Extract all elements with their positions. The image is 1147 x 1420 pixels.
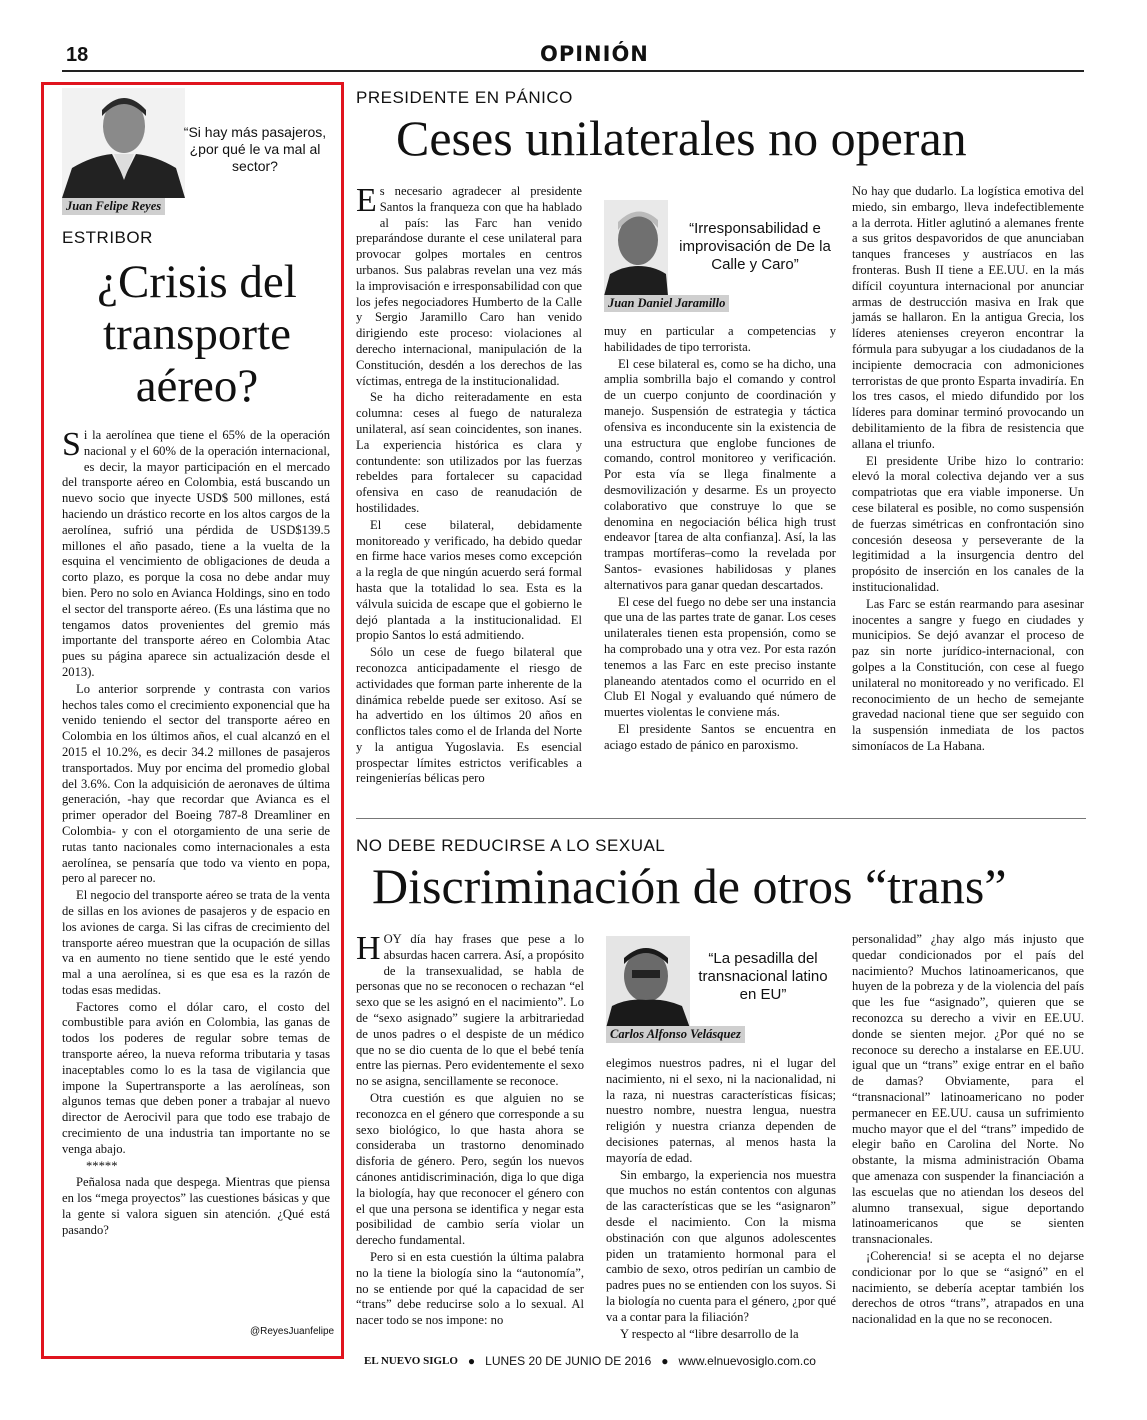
paragraph: Las Farc se están rearmando para asesinar inocentes a sangre y fuego en ciudades y municipios. Se dejó avanzar el proceso de paz sin norte jurídico-internacional, con golpes a la Constitución, con cese al fuego unilateral no monitoreado y no verificado. El reconocimiento de un hecho de semejante gravedad nacional tiene que ser seguido con la suspensión inmediata de los pactos simoníacos de La Habana.	[852, 596, 1084, 753]
paragraph: personalidad” ¿hay algo más injusto que quedar condicionados por el país del nacimiento? Muchos latinoamericanos, que huyen de la pobreza y de la violencia del país que les fue “asignado”, quieren que se reconozca su derecho a vivir en EE.UU. donde se sienten mejor. ¿Por qué no se reconoce su derecho a instalarse en EE.UU. igual que un “trans” exige entrar en el baño de damas? Obviamente, para el “transnacional” latinoamericano no poder permanecer en EE.UU. causa un sufrimiento mucho mayor que el del “trans” impedido de elegir baño en Carolina del Norte. No obstante, la misma administración Obama que amenaza con suspender la financiación a las escuelas que no atiendan los deseos del alumno transexual, sigue deportando latinoamericanos que se sienten transnacionales.	[852, 932, 1084, 1247]
paragraph: El cese bilateral es, como se ha dicho, una amplia sombrilla bajo el comando y control de un cuerpo conjunto de coordinación y manejo. Suspensión de estrategia y táctica ofensiva es inconducente sin la existencia de una estructura que englobe funciones de comando, control monitoreo y verificación. Por esta vía se llega finalmente a desmovilización y desarme. Es un proyecto colaborativo que construye lo que se denomina en negociación bélica high trust endeavor [tarea de alta confianza]. Así, la las trampas mortíferas–como la revelada por Santos- evasiones habilidosas y planes alternativos para ganar quedan descartados.	[604, 356, 836, 592]
paragraph: Peñalosa nada que despega. Mientras que piensa en los “mega proyectos” las cuestiones básicas y que la gente si valora siguen sin atención. ¿Qué está pasando?	[62, 1175, 330, 1237]
paragraph: Pero si en esta cuestión la última palabra no la tiene la biología sino la “autonomía”, no se entiende por qué la capacidad de ser “trans” debe reducirse solo a lo sexual. Al nacer todo se nos impone: no	[356, 1249, 584, 1328]
column-headline: ¿Crisis del transporte aéreo?	[97, 256, 297, 412]
footer-masthead: EL NUEVO SIGLO	[364, 1355, 458, 1367]
paragraph: HOY día hay frases que pese a lo absurdas hacen carrera. Así, a propósito de la transexualidad, se habla de personas que no se reconocen o rechazan “el sexo que se les asignó en el nacimiento”. Lo de “sexo asignado” sugiere la arbitrariedad de unos padres o el despiste de un médico que no se dio cuenta de lo que el bebé tenía entre las piernas. Pero evidentemente el sexo no se asigna, sencillamente se reconoce.	[356, 930, 584, 1089]
drop-cap: H	[356, 930, 381, 967]
paragraph: Si la aerolínea que tiene el 65% de la operación nacional y el 60% de la operación internacional, es decir, la mayor participación en el mercado del transporte aéreo en Colombia, está buscando un nuevo socio que inyecte USD$ 500 millones, está haciendo un drástico recorte en los altos cargos de la aerolínea, sufrió una pérdida de USD$139.5 millones el año pasado, tiene a la vuelta de la esquina el vencimiento de obligaciones de deuda a corto plazo, es porque la cosa no debe andar muy bien. Pero no solo en Avianca Holdings, sino en todo el sector del transporte aéreo. (Es una lástima que no tengamos datos provenientes del gremio más importante del transporte aéreo en Colombia Atac pues su página aparece sin actualización desde el 2013).	[62, 426, 330, 679]
paragraph: No hay que dudarlo. La logística emotiva del miedo, sin embargo, lleva indefectiblemente a la derrota. Hitler aglutinó a alemanes frente a sus gritos despavoridos de que anunciaban tanques franceses y austríacos en las fronteras. Bush II tiene a EE.UU. en la más difícil coyuntura internacional por anunciar armas de destrucción masiva en Irak que jamás se hallaron. En la antigua Grecia, los líderes atenienses creyeron encontrar la fórmula para subyugar a los ciudadanos de la incipiente democracia con admoniciones terroristas de que pronto Esparta invadiría. En los tres casos, el miedo difundido por los líderes para dominar terminó provocando un debilitamiento de la fibra de resistencia que allana el triunfo.	[852, 184, 1084, 451]
paragraph: El cese bilateral, debidamente monitoreado y verificado, ha debido quedar en firme hace varios meses como excepción a la regla de que ningún acuerdo será formal hasta que la totalidad lo sea. Esta es la válvula suicida de escape que el gobierno le dejó plantada a la institucionalidad. El propio Santos lo está admitiendo.	[356, 517, 582, 643]
drop-cap: S	[62, 426, 81, 463]
paragraph: Es necesario agradecer al presidente Santos la franqueza con que ha hablado al país: las Farc han venido preparándose durante el cese unilateral para provocar golpes mortales en centros urbanos. Sus palabras revelan una vez más la improvisación e irresponsabilidad con que los jefes negociadores Humberto de la Calle y Sergio Jaramillo Caro han venido dirigiendo este proceso: violaciones al derecho internacional, manipulación de la Constitución, desdén a los derechos de las víctimas, entrega de la institucionalidad.	[356, 182, 582, 388]
pull-quote-jaramillo: “Irresponsabilidad e improvisación de De la Calle y Caro”	[679, 220, 831, 273]
article2-kicker: NO DEBE REDUCIRSE A LO SEXUAL	[356, 836, 666, 855]
paragraph: ¡Coherencia! si se acepta el no dejarse condicionar por lo que se “asignó” en el nacimiento, se debería aceptar también los derechos de otros “trans”, atrapados en una nacionalidad en la que no se reconocen.	[852, 1248, 1084, 1327]
paragraph: Y respecto al “libre desarrollo de la	[620, 1326, 799, 1341]
bullet-icon: ●	[661, 1354, 669, 1368]
paragraph: muy en particular a competencias y habilidades de tipo terrorista.	[604, 324, 836, 354]
paragraph: El presidente Uribe hizo lo contrario: elevó la moral colectiva dejando ver a sus compatriotas que era viable imponerse. Un cese bilateral es posible, no como suspensión de fuerzas simétricas en confrontación sino concesión deseosa y perseverante de la legitimidad a la insurgencia dentro del propósito de inserción en los canales de la institucionalidad.	[852, 453, 1084, 594]
page-number: 18	[66, 44, 89, 66]
author-byline-velasquez: Carlos Alfonso Velásquez	[606, 1026, 745, 1043]
paragraph: Lo anterior sorprende y contrasta con varios hechos tales como el crecimiento exponencial que ha venido teniendo el sector del transporte aéreo en Colombia en los últimos años, el cual alcanzó en el 2015 el 10.2%, es decir 34.2 millones de pasajeros transportados. Muy por encima del promedio global del 3.6%. Con la adquisición de aeronaves de última generación, -hay que recordar que Avianca es el primer operador del Boeing 787-8 Dreamliner en Colombia- y con el otorgamiento de una serie de rutas tanto nacionales como internacionales a esta aerolínea, se pensaría que todo va viento en popa, pero al parecer no.	[62, 681, 330, 886]
footer-date: LUNES 20 DE JUNIO DE 2016	[485, 1354, 652, 1368]
article2-headline: Discriminación de otros “trans”	[372, 858, 1007, 914]
author-photo-reyes	[62, 88, 185, 198]
article1-col2	[604, 324, 836, 755]
paragraph: Factores como el dólar caro, el costo del combustible para avión en Colombia, las ganas de todos los poderes de regular sobre temas de transporte aéreo, la nueva reforma tributaria y tasas inaceptables como lo es la tasa de vigilancia que impone la Supertransporte a las aerolíneas, son algunos temas que deben poner a trabajar al nuevo director de Aerocivil para que todo ese trabajo de crecimiento de una industria tan importante no se venga abajo.	[62, 999, 330, 1156]
article1-kicker: PRESIDENTE EN PÁNICO	[356, 88, 573, 107]
author-byline-reyes: Juan Felipe Reyes	[62, 198, 165, 215]
bullet-icon: ●	[467, 1354, 476, 1368]
separator-stars: *****	[86, 1158, 118, 1173]
article-divider	[356, 818, 1086, 819]
article1-col1	[356, 184, 582, 788]
twitter-handle: @ReyesJuanfelipe	[250, 1326, 335, 1337]
paragraph: El negocio del transporte aéreo se trata de la venta de sillas en los aviones de pasajeros y de espacio en los aviones de carga. Si las cifras de crecimiento del transporte aéreo muestran que la ocupación de sillas va en aumento no tiene sentido que le esté yendo mal a una aerolínea, si es que esa es la razón de todas esas medidas.	[62, 888, 330, 997]
paragraph: Sólo un cese de fuego bilateral que reconozca anticipadamente el riesgo de actividades que forman parte inherente de la dinámica rebelde puede ser exitoso. Así se ha advertido en los últimos 20 años en conflictos tales como el de Irlanda del Norte y la antigua Yugoslavia. Es esencial prospectar límites estrictos verificables a reingenierías bélicas pero	[356, 645, 582, 786]
header-rule	[62, 70, 1084, 72]
footer	[364, 1354, 816, 1368]
footer-url: www.elnuevosiglo.com.co	[678, 1354, 816, 1368]
paragraph: Otra cuestión es que alguien no se reconozca en el género que corresponde a su sexo biológico, lo que hasta ahora se consideraba un trastorno denominado disforia de género. Pero, según los nuevos cánones antidiscriminación, diga lo que diga la biología, hay que reconocer el género con el que una persona se identifica y negar esta posibilidad de cambio sería violar un derecho fundamental.	[356, 1090, 584, 1248]
article1-headline: Ceses unilaterales no operan	[396, 110, 967, 166]
article2-col1	[356, 932, 584, 1330]
paragraph: elegimos nuestros padres, ni el lugar del nacimiento, ni el sexo, ni la nacionalidad, ni la raza, ni nuestras características físicas; nuestro nombre, nuestra lengua, nuestra religión y nuestra crianza dependen de decisiones paternas, al menos hasta la mayoría de edad.	[606, 1056, 836, 1165]
column-kicker: ESTRIBOR	[62, 228, 153, 247]
author-byline-jaramillo: Juan Daniel Jaramillo	[604, 295, 729, 312]
paragraph: El cese del fuego no debe ser una instancia que una de las partes trate de ganar. Los ceses unilaterales tienen esta propensión, como se ha comprobado una y otra vez. Por esta razón tenemos a las Farc en este preciso instante planeando atentados como el ocurrido en el Club El Nogal y evaluando qué número de muertes violentas le conviene más.	[604, 594, 836, 720]
paragraph: Se ha dicho reiteradamente en esta columna: ceses al fuego de naturaleza unilateral, así sean coincidentes, son inanes. La experiencia histórica es clara y contundente: son utilizados por las fuerzas rebeldes para fortalecer su capacidad ofensiva en caso de reanudación de hostilidades.	[356, 390, 582, 515]
article2-col3	[852, 932, 1084, 1329]
drop-cap: E	[356, 182, 377, 219]
author-photo-jaramillo	[604, 200, 668, 296]
article1-col3	[852, 184, 1084, 756]
paragraph: El presidente Santos se encuentra en aciago estado de pánico en paroxismo.	[604, 721, 836, 752]
paragraph: Sin embargo, la experiencia nos muestra que muchos no están contentos con algunas de las características que se les “asignaron” desde el nacimiento. Con la misma obstinación con que algunos adolescentes piden un tratamiento hormonal para el cambio de sexo, otros pedirían un cambio de padres pues no se entienden con los suyos. Si la biología no cuenta para el género, ¿por qué va a contar para la filiación?	[606, 1167, 836, 1324]
article2-col2	[606, 1056, 836, 1343]
author-photo-velasquez	[606, 936, 690, 1028]
pull-quote-reyes: “Si hay más pasajeros, ¿por qué le va mal al sector?	[183, 124, 327, 174]
section-title: OPINIÓN	[540, 42, 649, 66]
column-body	[62, 428, 330, 1240]
pull-quote-velasquez: “La pesadilla del transnacional latino en EU”	[698, 950, 828, 1003]
